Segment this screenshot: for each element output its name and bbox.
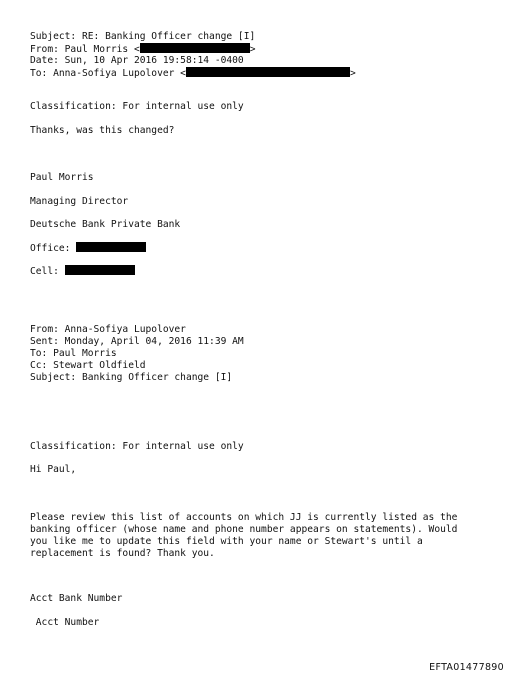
original-to: To: Paul Morris (30, 348, 117, 359)
reply-classification: Classification: For internal use only (30, 101, 244, 112)
email-to-line (30, 67, 356, 79)
email-date: Date: Sun, 10 Apr 2016 19:58:14 -0400 (30, 55, 244, 66)
email-from-line (30, 43, 256, 55)
document-id: EFTA01477890 (429, 662, 504, 673)
signature-office-line (30, 242, 146, 254)
signature-cell-line (30, 265, 135, 277)
table-header: Acct Bank Number (30, 593, 123, 604)
body-line: you like me to update this field with your name or Stewart's until a (30, 536, 423, 547)
original-from: From: Anna-Sofiya Lupolover (30, 324, 186, 335)
signature-name: Paul Morris (30, 172, 94, 183)
office-label: Office: (30, 243, 77, 254)
body-line: replacement is found? Thank you. (30, 548, 215, 559)
email-subject: Subject: RE: Banking Officer change [I] (30, 31, 256, 42)
body-line: Please review this list of accounts on which JJ is currently listed as the (30, 512, 458, 523)
redaction-bar (76, 242, 146, 252)
email-from: From: Paul Morris < (30, 44, 140, 55)
redaction-bar (65, 265, 135, 275)
email-to: To: Anna-Sofiya Lupolover < (30, 68, 186, 79)
signature-company: Deutsche Bank Private Bank (30, 219, 181, 230)
signature-title: Managing Director (30, 196, 129, 207)
reply-message: Thanks, was this changed? (30, 125, 175, 136)
original-subject: Subject: Banking Officer change [I] (30, 372, 233, 383)
cell-label: Cell: (30, 266, 65, 277)
redaction-bar (140, 43, 250, 53)
table-subheader: Acct Number (30, 617, 100, 628)
original-sent: Sent: Monday, April 04, 2016 11:39 AM (30, 336, 244, 347)
original-classification: Classification: For internal use only (30, 441, 244, 452)
original-greeting: Hi Paul, (30, 464, 77, 475)
email-to-close: > (349, 68, 356, 79)
original-cc: Cc: Stewart Oldfield (30, 360, 146, 371)
email-from-close: > (249, 44, 256, 55)
body-line: banking officer (whose name and phone number appears on statements). Would (30, 524, 458, 535)
redaction-bar (186, 67, 350, 77)
